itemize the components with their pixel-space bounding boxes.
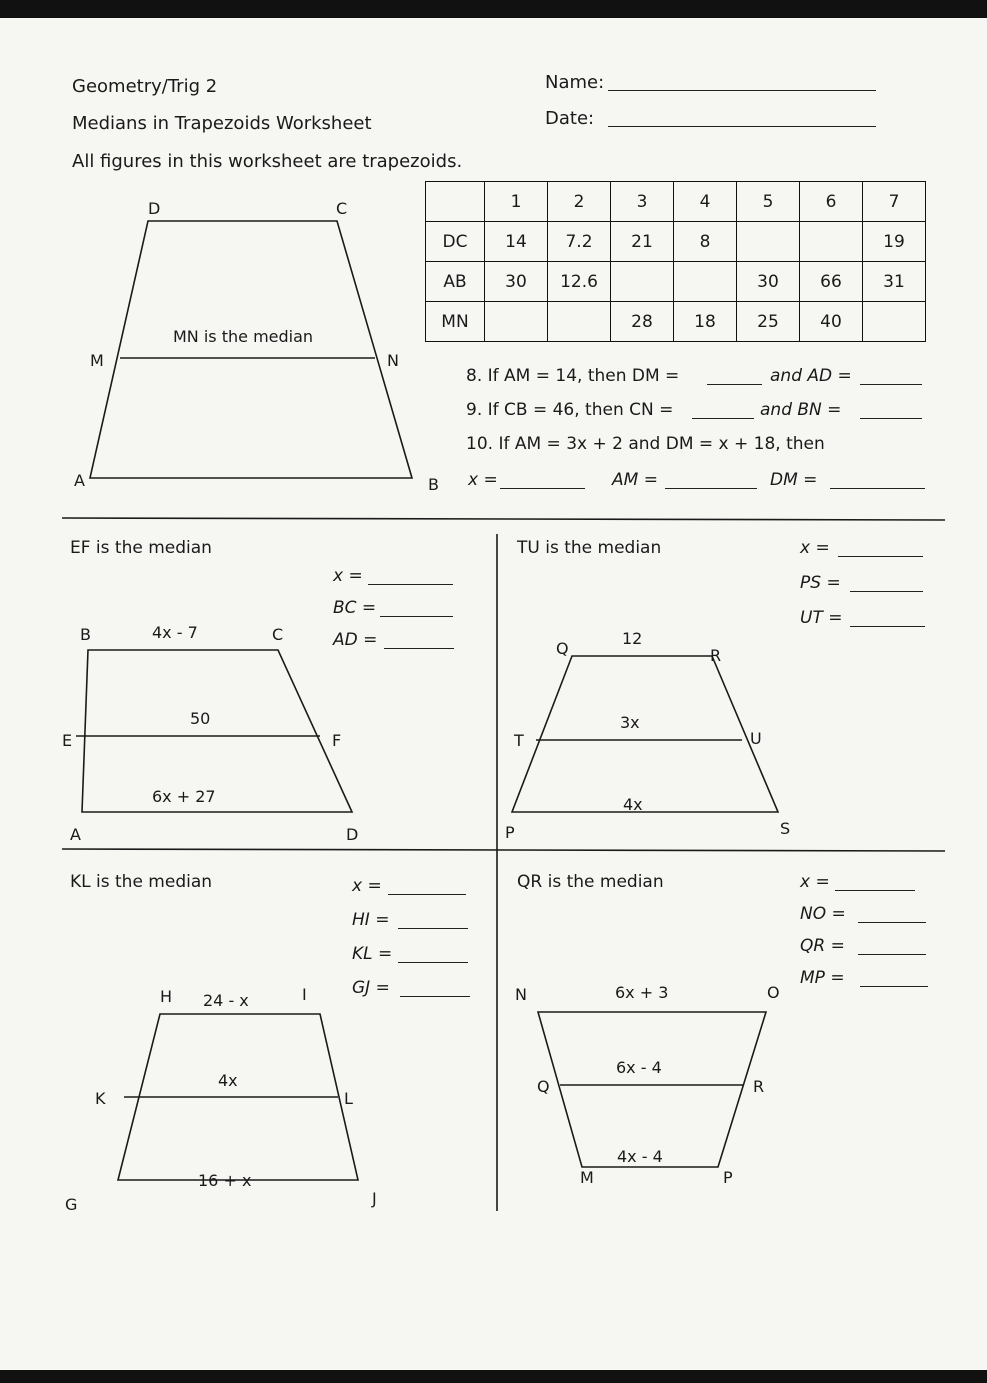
vertex-label: M xyxy=(580,1168,594,1187)
vertex-label: R xyxy=(753,1077,765,1096)
vertex-label: R xyxy=(710,646,722,665)
base-label: 4x xyxy=(623,795,643,814)
vertex-label: B xyxy=(80,625,91,644)
q10-x-label: x = xyxy=(468,470,498,490)
figures-layer xyxy=(0,18,987,1370)
vertex-label: T xyxy=(514,731,524,750)
vertex-label: C xyxy=(336,199,348,218)
median-caption: MN is the median xyxy=(173,327,314,346)
kl-answer-label: HI = xyxy=(352,910,390,930)
q10-dm-label: DM = xyxy=(770,470,818,490)
base-label: 24 - x xyxy=(203,991,249,1010)
median-label: 3x xyxy=(620,713,640,732)
question-8: 8. If AM = 14, then DM = xyxy=(466,366,680,386)
trapezoid-bcda xyxy=(82,650,352,812)
vertex-label: N xyxy=(515,985,527,1004)
vertex-label: P xyxy=(505,823,515,842)
table-cell[interactable]: 14 xyxy=(485,222,548,262)
table-header-cell: 6 xyxy=(800,182,863,222)
table-header-cell: 2 xyxy=(548,182,611,222)
median-label: 6x - 4 xyxy=(616,1058,662,1077)
table-cell[interactable]: 30 xyxy=(485,262,548,302)
qr-answer-label: NO = xyxy=(800,904,846,924)
table-header-cell: 1 xyxy=(485,182,548,222)
date-label: Date: xyxy=(545,108,595,129)
section-divider xyxy=(62,849,945,851)
kl-answer-label: GJ = xyxy=(352,978,390,998)
qr-answer-label: MP = xyxy=(800,968,845,988)
base-label: 6x + 27 xyxy=(152,787,216,806)
table-cell[interactable]: 19 xyxy=(863,222,926,262)
table-header-cell: 7 xyxy=(863,182,926,222)
base-label: 16 + x xyxy=(198,1171,252,1190)
kl-answer-label: x = xyxy=(352,876,382,896)
ef-answer-label: BC = xyxy=(333,598,377,618)
question-9: 9. If CB = 46, then CN = xyxy=(466,400,674,420)
base-label: 4x - 4 xyxy=(617,1147,663,1166)
ef-answer-label: x = xyxy=(333,566,363,586)
vertex-label: U xyxy=(750,729,762,748)
vertex-label: Q xyxy=(537,1077,550,1096)
table-row-label: DC xyxy=(426,222,485,262)
table-header-cell: 5 xyxy=(737,182,800,222)
vertex-label: L xyxy=(344,1089,353,1108)
name-label: Name: xyxy=(545,72,605,93)
table-cell[interactable]: 28 xyxy=(611,302,674,342)
q10-am-label: AM = xyxy=(612,470,658,490)
question-9-and: and BN = xyxy=(760,400,842,420)
vertex-label: H xyxy=(160,987,173,1006)
vertex-label: D xyxy=(148,199,161,218)
table-cell[interactable]: 66 xyxy=(800,262,863,302)
trapezoid-nopm xyxy=(538,1012,766,1167)
vertex-label: K xyxy=(95,1089,106,1108)
table-header-cell: 4 xyxy=(674,182,737,222)
course-title: Geometry/Trig 2 xyxy=(72,76,218,97)
kl-answer-label: KL = xyxy=(352,944,393,964)
vertex-label: J xyxy=(372,1189,377,1208)
table-cell[interactable]: 31 xyxy=(863,262,926,302)
tu-answer-label: UT = xyxy=(800,608,843,628)
table-cell[interactable]: 12.6 xyxy=(548,262,611,302)
tu-section-title: TU is the median xyxy=(517,538,662,558)
table-row-label: AB xyxy=(426,262,485,302)
vertex-label: N xyxy=(387,351,399,370)
qr-section-title: QR is the median xyxy=(517,872,664,892)
vertex-label: B xyxy=(428,475,439,494)
worksheet-page xyxy=(0,18,987,1370)
vertex-label: Q xyxy=(556,639,569,658)
vertex-label: D xyxy=(346,825,359,844)
table-cell[interactable]: 25 xyxy=(737,302,800,342)
base-label: 6x + 3 xyxy=(615,983,669,1002)
vertex-label: O xyxy=(767,983,780,1002)
ef-section-title: EF is the median xyxy=(70,538,212,558)
trapezoid-qrsp xyxy=(512,656,778,812)
vertex-label: G xyxy=(65,1195,78,1214)
table-row-label: MN xyxy=(426,302,485,342)
vertex-label: P xyxy=(723,1168,733,1187)
median-label: 50 xyxy=(190,709,211,728)
kl-section-title: KL is the median xyxy=(70,872,213,892)
vertex-label: S xyxy=(780,819,791,838)
vertex-label: F xyxy=(332,731,342,750)
table-cell[interactable]: 21 xyxy=(611,222,674,262)
median-label: 4x xyxy=(218,1071,238,1090)
instructions: All figures in this worksheet are trapezoids. xyxy=(72,151,463,172)
table-cell[interactable]: 40 xyxy=(800,302,863,342)
trapezoid-dcab xyxy=(90,221,412,478)
vertex-label: A xyxy=(70,825,81,844)
tu-answer-label: PS = xyxy=(800,573,841,593)
base-label: 4x - 7 xyxy=(152,623,198,642)
worksheet-title: Medians in Trapezoids Worksheet xyxy=(72,113,372,134)
table-cell[interactable]: 8 xyxy=(674,222,737,262)
table-cell[interactable]: 30 xyxy=(737,262,800,302)
question-8-and: and AD = xyxy=(770,366,852,386)
question-10: 10. If AM = 3x + 2 and DM = x + 18, then xyxy=(466,434,825,454)
table-header-cell: 3 xyxy=(611,182,674,222)
vertex-label: A xyxy=(74,471,85,490)
vertex-label: C xyxy=(272,625,284,644)
section-divider xyxy=(62,518,945,520)
table-cell[interactable]: 7.2 xyxy=(548,222,611,262)
ef-answer-label: AD = xyxy=(333,630,378,650)
vertex-label: M xyxy=(90,351,104,370)
base-label: 12 xyxy=(622,629,643,648)
table-cell[interactable]: 18 xyxy=(674,302,737,342)
vertex-label: I xyxy=(302,985,307,1004)
tu-answer-label: x = xyxy=(800,538,830,558)
qr-answer-label: x = xyxy=(800,872,830,892)
qr-answer-label: QR = xyxy=(800,936,845,956)
vertex-label: E xyxy=(62,731,73,750)
